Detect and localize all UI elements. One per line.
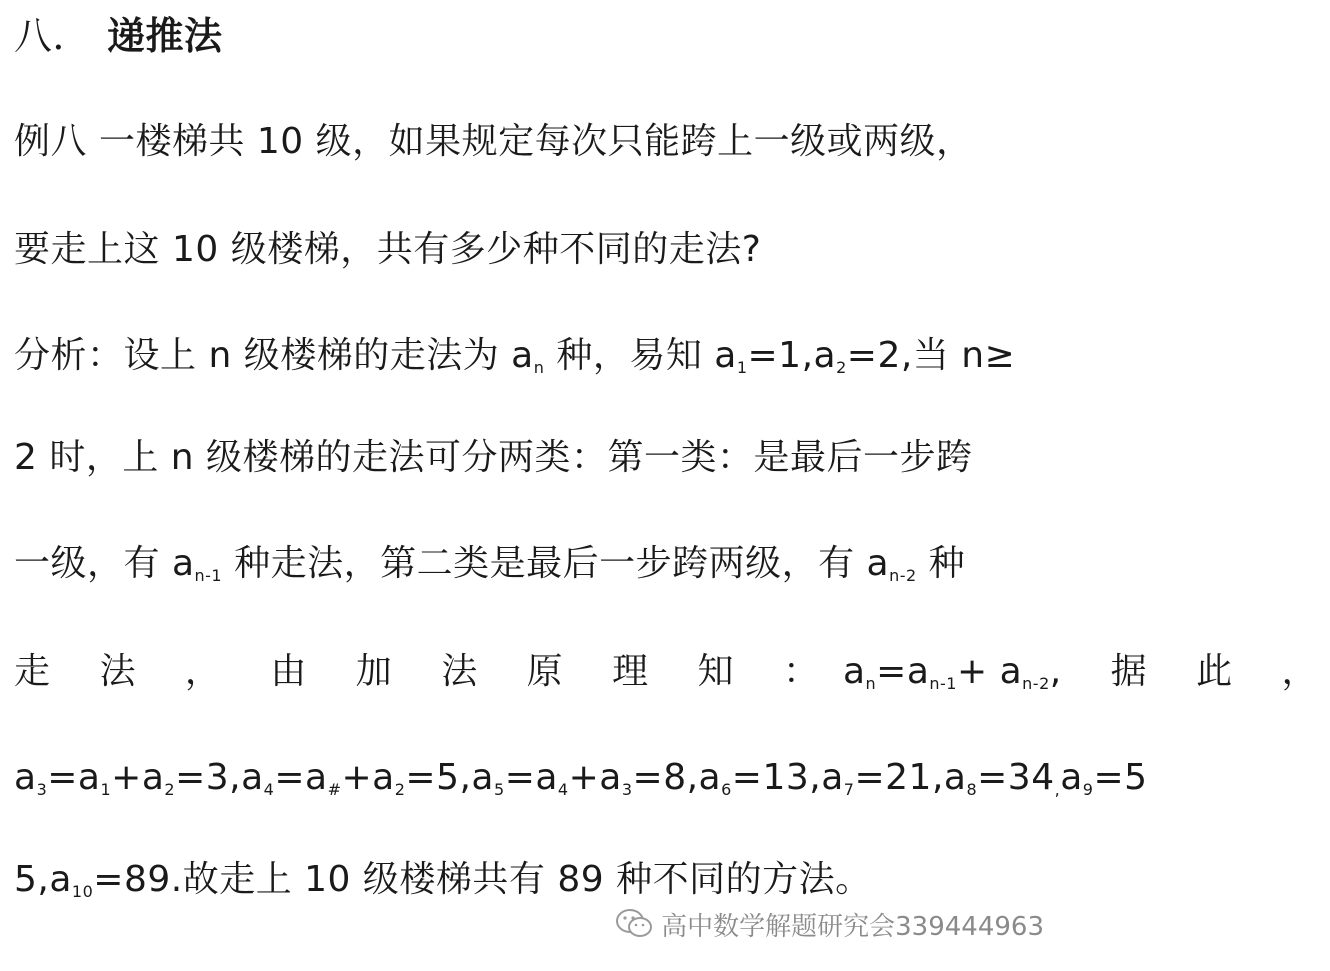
formula-text: +a xyxy=(341,757,395,798)
formula-text: =3,a xyxy=(175,757,264,798)
conclusion-line xyxy=(14,858,872,902)
subscript: n xyxy=(865,674,877,693)
example-line-2: 要走上这 10 级楼梯，共有多少种不同的走法? xyxy=(14,229,762,270)
formula-text: =a xyxy=(274,757,328,798)
formula-text: =5 xyxy=(1093,757,1148,798)
formula-subscript: , xyxy=(1054,780,1061,799)
formula-subscript: 3 xyxy=(36,780,48,799)
formula-text: a xyxy=(14,757,37,798)
analysis-line-3 xyxy=(14,542,965,586)
subscript: n xyxy=(533,358,545,377)
example-line-1: 例八 一楼梯共 10 级，如果规定每次只能跨上一级或两级， xyxy=(14,121,973,162)
text-span: 一级，有 a xyxy=(14,543,195,584)
formula-subscript: 3 xyxy=(621,780,633,799)
formula-subscript: 7 xyxy=(843,780,855,799)
subscript: n-1 xyxy=(929,674,957,693)
formula-text: a xyxy=(1060,757,1083,798)
analysis-line-1 xyxy=(14,334,1015,378)
formula-subscript: 6 xyxy=(721,780,732,799)
formula-subscript: 8 xyxy=(966,780,978,799)
text-span: 走 法 ， 由 加 法 原 理 知 ： xyxy=(14,651,831,692)
formula-subscript: 4 xyxy=(557,780,569,799)
formula-text: =8,a xyxy=(632,757,722,798)
text-span: 种走法，第二类是最后一步跨两级，有 a xyxy=(234,543,890,584)
formula-subscript: 9 xyxy=(1082,780,1094,799)
watermark xyxy=(615,904,1044,944)
formula-text: =a xyxy=(504,757,558,798)
formula-subscript: 5 xyxy=(494,780,505,799)
subscript: n-2 xyxy=(1022,674,1050,693)
text-span: , 据 此 ， xyxy=(1049,651,1330,692)
subscript: 10 xyxy=(71,882,94,901)
section-heading xyxy=(14,14,223,58)
formula-line xyxy=(14,756,1148,800)
formula-text: +a xyxy=(111,757,165,798)
formula-text: =34 xyxy=(977,757,1055,798)
text-span: + a xyxy=(956,651,1023,692)
text-span: =a xyxy=(876,651,930,692)
text-span: 种 xyxy=(928,543,966,584)
formula-text: =a xyxy=(47,757,101,798)
section-title: 递推法 xyxy=(107,14,223,58)
formula-subscript: 2 xyxy=(394,780,406,799)
text-span: 5,a xyxy=(14,859,72,900)
text-span: =2,当 n≥ xyxy=(846,335,1016,376)
text-span: =1,a xyxy=(747,335,837,376)
subscript: n-1 xyxy=(194,566,223,585)
formula-subscript: 2 xyxy=(164,780,176,799)
text-span: 种，易知 a xyxy=(556,335,737,376)
watermark-text: 高中数学解题研究会339444963 xyxy=(661,911,1044,942)
section-number: 八． xyxy=(14,14,92,58)
wechat-icon xyxy=(615,907,653,941)
subscript: n-2 xyxy=(889,566,917,585)
formula-text: +a xyxy=(568,757,622,798)
text-span: a xyxy=(842,651,866,692)
formula-text: =21,a xyxy=(854,757,967,798)
subscript: 1 xyxy=(736,358,748,377)
subscript: 2 xyxy=(836,358,847,377)
formula-subscript: 4 xyxy=(263,780,275,799)
analysis-line-4 xyxy=(14,650,1330,694)
formula-text: =5,a xyxy=(405,757,494,798)
text-span: 分析：设上 n 级楼梯的走法为 a xyxy=(14,335,534,376)
formula-text: =13,a xyxy=(731,757,844,798)
formula-subscript: 1 xyxy=(100,780,112,799)
text-span: =89.故走上 10 级楼梯共有 89 种不同的方法。 xyxy=(93,859,872,900)
formula-subscript: # xyxy=(327,780,342,799)
analysis-line-2: 2 时，上 n 级楼梯的走法可分两类：第一类：是最后一步跨 xyxy=(14,437,973,478)
